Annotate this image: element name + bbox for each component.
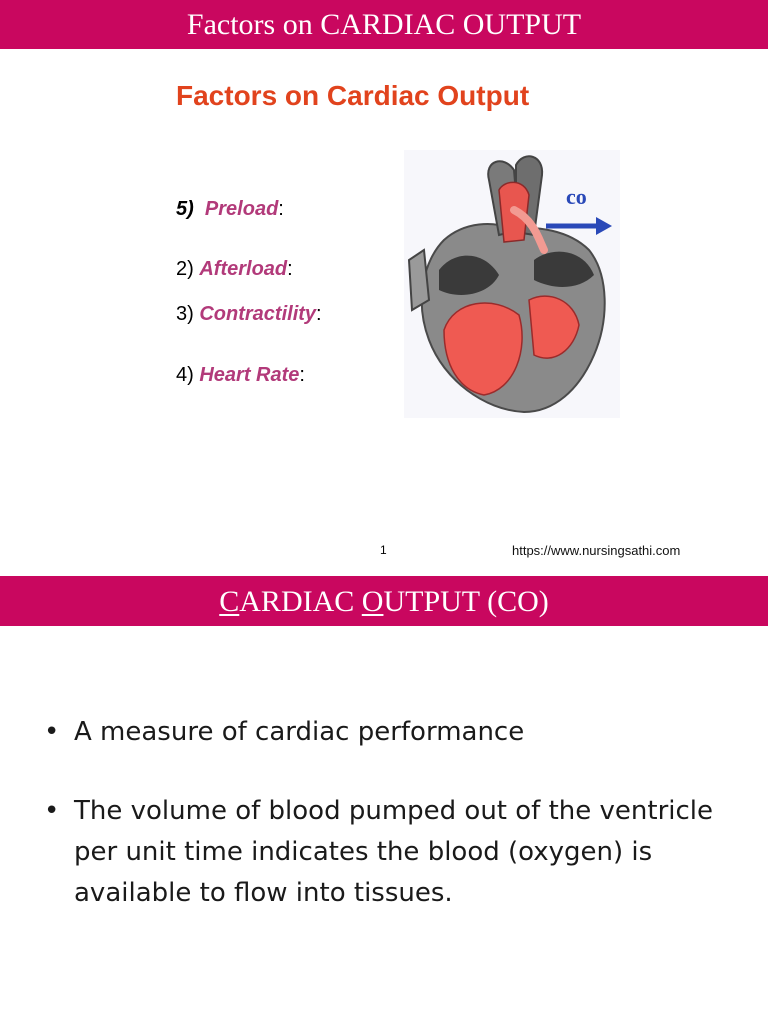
factor-name: Afterload bbox=[199, 258, 288, 280]
banner-part: UTPUT (CO) bbox=[383, 585, 549, 618]
bullet-list bbox=[44, 712, 724, 952]
banner-part: ARDIAC bbox=[239, 585, 362, 618]
heart-illustration bbox=[404, 150, 620, 418]
factor-suffix: : bbox=[287, 258, 293, 280]
factor-name: Contractility bbox=[199, 303, 317, 325]
factor-name: Preload bbox=[204, 198, 279, 220]
slide1-title: Factors on Cardiac Output bbox=[176, 80, 530, 111]
factor-heart-rate bbox=[176, 364, 305, 387]
factor-suffix: : bbox=[299, 364, 305, 386]
factor-number: 4) bbox=[176, 364, 194, 386]
bullet-text: The volume of blood pumped out of the ventricle per unit time indicates the blood (oxygen) is available to flow into tissues. bbox=[74, 796, 714, 908]
factor-number: 3) bbox=[176, 303, 194, 325]
factor-number: 2) bbox=[176, 258, 194, 280]
factor-contractility bbox=[176, 303, 322, 326]
source-url[interactable]: https://www.nursingsathi.com bbox=[512, 543, 681, 558]
bullet-dot: • bbox=[44, 717, 60, 747]
factor-suffix: : bbox=[316, 303, 322, 325]
list-item bbox=[44, 791, 724, 914]
factor-suffix: : bbox=[278, 198, 284, 220]
banner-letter-o: O bbox=[361, 585, 384, 618]
factor-preload bbox=[176, 198, 284, 221]
factor-afterload bbox=[176, 258, 293, 281]
bullet-dot: • bbox=[44, 796, 60, 826]
list-item bbox=[44, 712, 724, 753]
slide1-banner-text: Factors on CARDIAC OUTPUT bbox=[186, 8, 582, 41]
slide1-banner bbox=[0, 0, 768, 49]
banner-letter-c: C bbox=[219, 585, 240, 618]
factor-number: 5) bbox=[176, 198, 194, 220]
page-number: 1 bbox=[380, 543, 387, 557]
bullet-text: A measure of cardiac performance bbox=[74, 717, 525, 747]
co-label: co bbox=[566, 184, 587, 209]
slide2-banner bbox=[0, 576, 768, 626]
factor-name: Heart Rate bbox=[199, 364, 300, 386]
heart-illustration-svg bbox=[404, 150, 620, 418]
